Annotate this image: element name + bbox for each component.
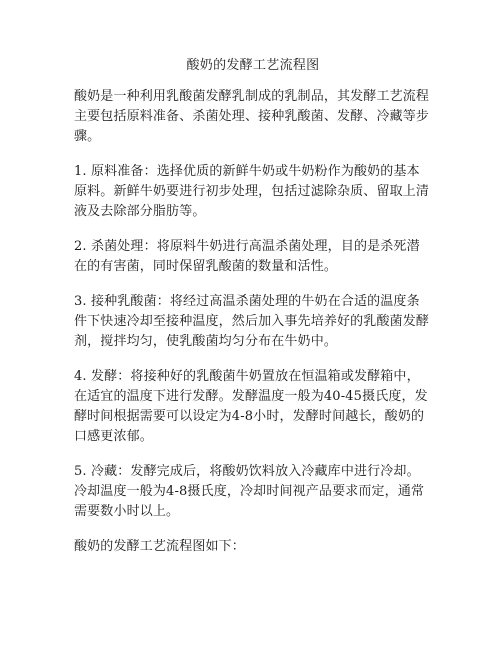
paragraph-step-1: 1. 原料准备：选择优质的新鲜牛奶或牛奶粉作为酸奶的基本原料。新鲜牛奶要进行初步处理，包括过滤除杂质、留取上清液及去除部分脂肪等。	[74, 164, 430, 219]
paragraph-step-4: 4. 发酵：将接种好的乳酸菌牛奶置放在恒温箱或发酵箱中，在适宜的温度下进行发酵。发酵温度一般为40-45摄氏度，发酵时间根据需要可以设定为4-8小时，发酵时间越长，酸奶的口感更浓郁。	[74, 369, 428, 444]
paragraph-step-3: 3. 接种乳酸菌：将经过高温杀菌处理的牛奶在合适的温度条件下快速冷却至接种温度，然后加入事先培养好的乳酸菌发酵剂，搅拌均匀，使乳酸菌均匀分布在牛奶中。	[74, 294, 430, 349]
paragraph-intro: 酸奶是一种利用乳酸菌发酵乳制成的乳制品，其发酵工艺流程主要包括原料准备、杀菌处理、接种乳酸菌、发酵、冷藏等步骤。	[74, 89, 430, 144]
paragraph-flowchart-lead: 酸奶的发酵工艺流程图如下：	[74, 539, 245, 554]
document-title: 酸奶的发酵工艺流程图	[186, 58, 320, 73]
paragraph-step-5: 5. 冷藏：发酵完成后，将酸奶饮料放入冷藏库中进行冷却。冷却温度一般为4-8摄氏度，冷却时间视产品要求而定，通常需要数小时以上。	[74, 464, 425, 519]
paragraph-step-2: 2. 杀菌处理：将原料牛奶进行高温杀菌处理，目的是杀死潜在的有害菌，同时保留乳酸菌的数量和活性。	[74, 239, 420, 274]
